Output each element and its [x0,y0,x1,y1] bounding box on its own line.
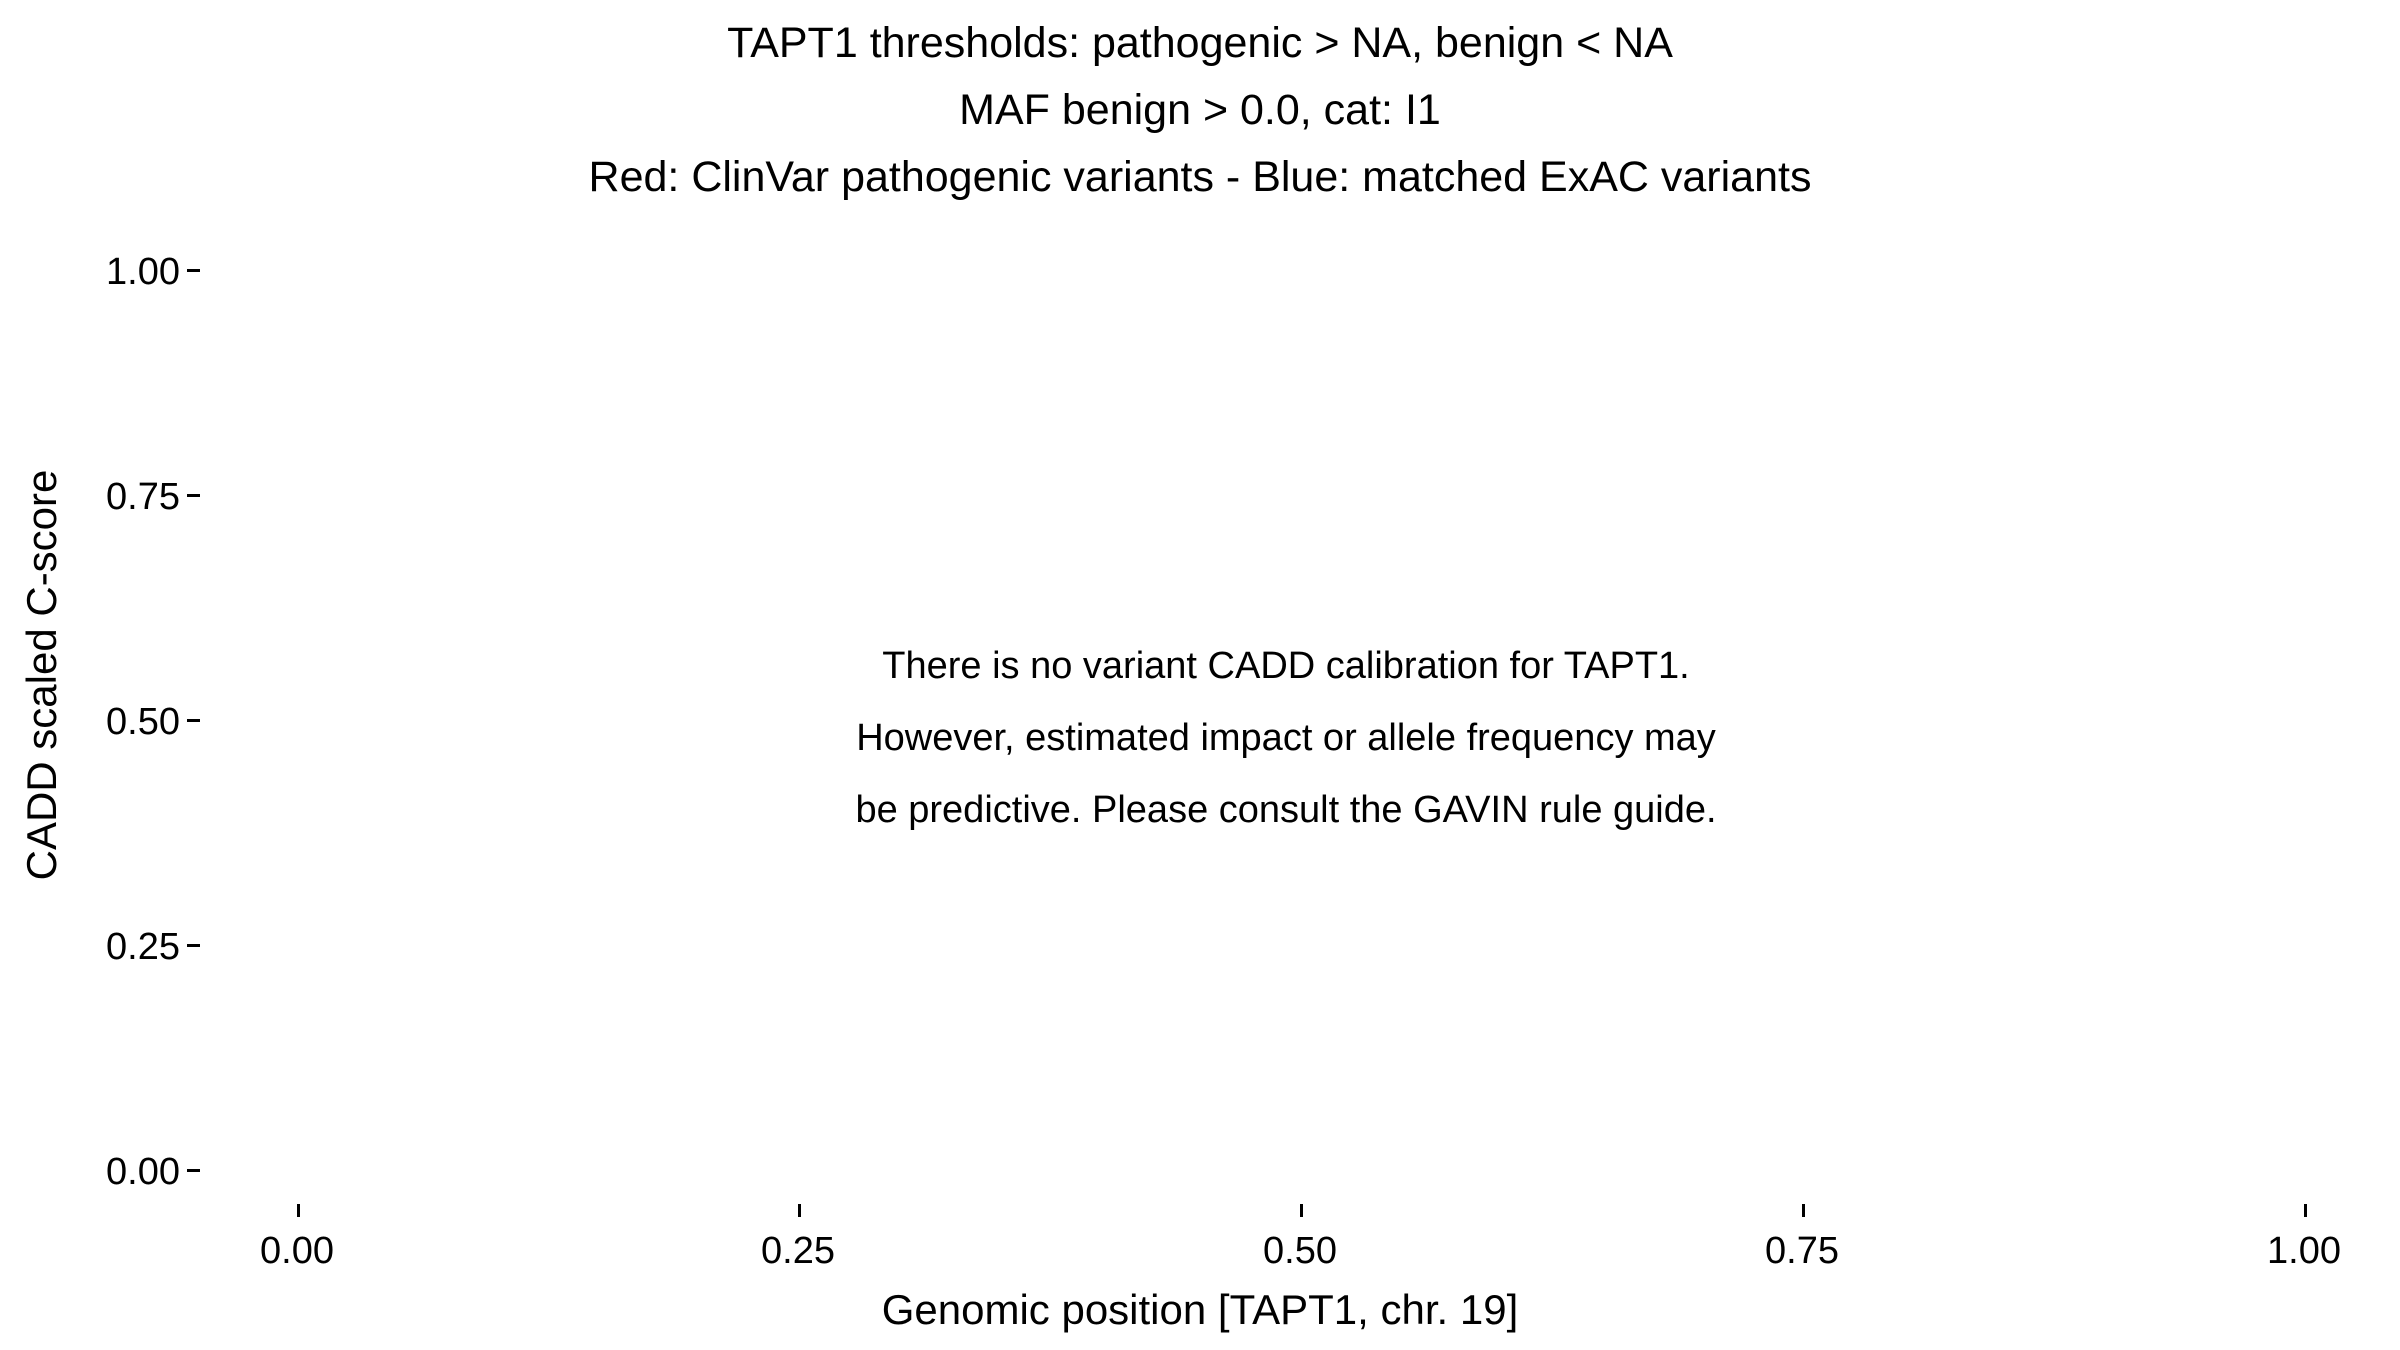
x-tick-mark-0.25 [798,1204,801,1217]
y-tick-label-0.00: 0.00 [106,1151,180,1193]
annotation-line-1: There is no variant CADD calibration for TAPT1. [882,645,1690,687]
chart-title-line-1: TAPT1 thresholds: pathogenic > NA, benign < NA [727,19,1673,67]
x-tick-label-0.00: 0.00 [260,1230,334,1272]
x-axis-title: Genomic position [TAPT1, chr. 19] [881,1286,1519,1333]
x-tick-mark-0.75 [1802,1204,1805,1217]
y-axis-title: CADD scaled C-score [18,469,65,881]
chart-title [0,10,2400,211]
annotation-line-3: be predictive. Please consult the GAVIN rule guide. [855,789,1717,831]
y-tick-label-1.00: 1.00 [106,251,180,293]
y-tick-mark-1.00 [187,269,200,272]
x-tick-label-0.75: 0.75 [1765,1230,1839,1272]
plot-panel [206,240,2376,1190]
x-tick-label-1.00: 1.00 [2267,1230,2341,1272]
y-tick-label-0.25: 0.25 [106,926,180,968]
annotation-line-2: However, estimated impact or allele frequency may [856,717,1716,759]
x-tick-mark-1.00 [2304,1204,2307,1217]
chart-title-line-2: MAF benign > 0.0, cat: I1 [959,86,1441,134]
y-tick-mark-0.00 [187,1169,200,1172]
no-data-annotation [636,630,1936,846]
chart-title-line-3: Red: ClinVar pathogenic variants - Blue: matched ExAC variants [588,153,1812,201]
x-tick-label-0.50: 0.50 [1263,1230,1337,1272]
x-tick-mark-0.50 [1300,1204,1303,1217]
y-tick-mark-0.75 [187,494,200,497]
y-tick-label-0.50: 0.50 [106,701,180,743]
x-tick-label-0.25: 0.25 [761,1230,835,1272]
x-tick-mark-0.00 [297,1204,300,1217]
y-tick-mark-0.50 [187,719,200,722]
y-tick-label-0.75: 0.75 [106,476,180,518]
y-tick-mark-0.25 [187,944,200,947]
